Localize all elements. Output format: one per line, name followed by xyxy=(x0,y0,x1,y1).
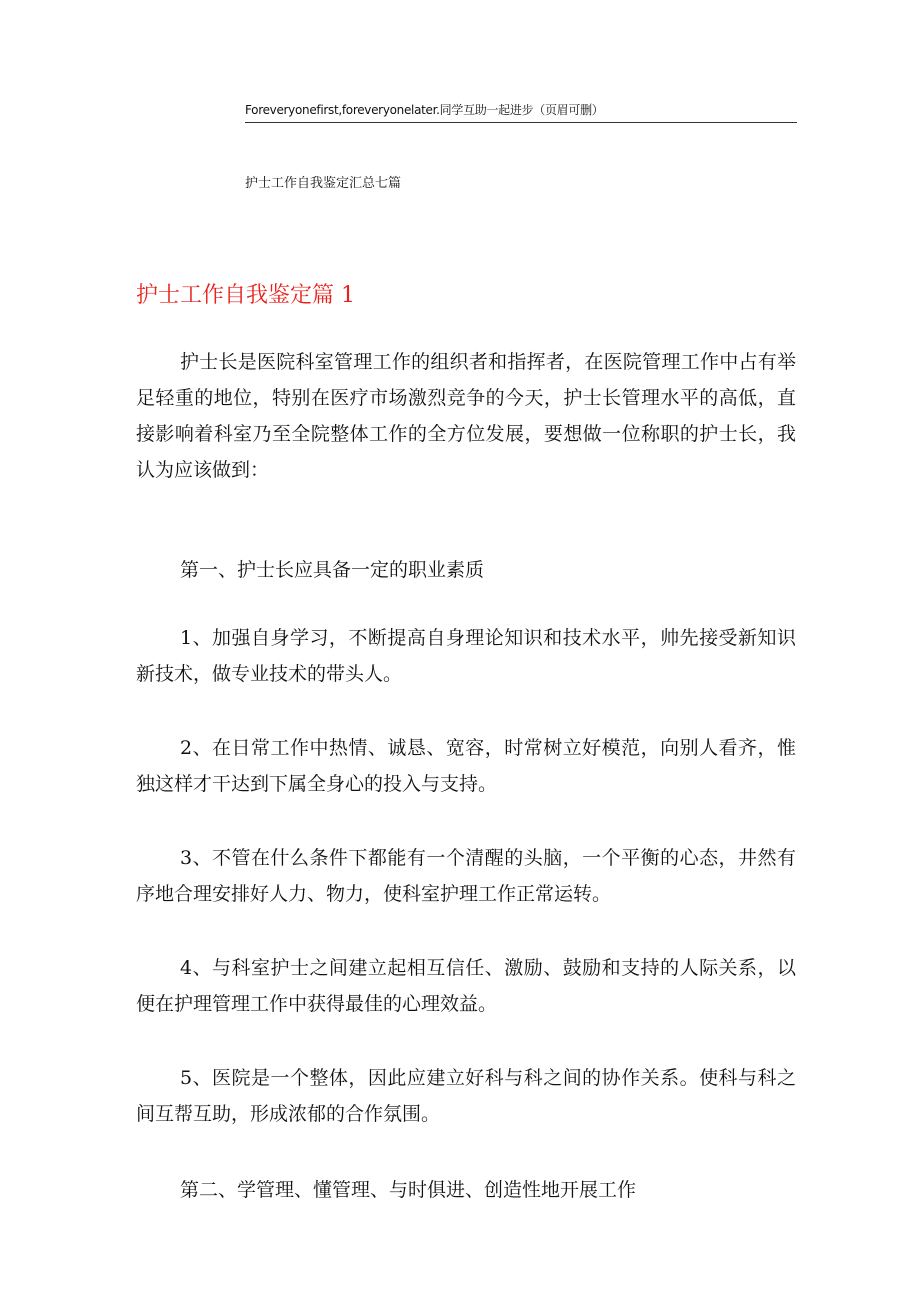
page-header xyxy=(245,102,797,123)
document-title: 护士工作自我鉴定汇总七篇 xyxy=(245,176,402,191)
section-heading: 护士工作自我鉴定篇 1 xyxy=(136,283,355,308)
paragraph-item-5: 5、医院是一个整体，因此应建立好科与科之间的协作关系。使科与科之间互帮互助，形成浓郁的合作氛围。 xyxy=(136,1067,796,1125)
paragraph-intro: 护士长是医院科室管理工作的组织者和指挥者，在医院管理工作中占有举足轻重的地位，特别在医疗市场激烈竞争的今天，护士长管理水平的高低，直接影响着科室乃至全院整体工作的全方位发展，要想做一位称职的护士长，我认为应该做到： xyxy=(136,351,796,481)
paragraph-item-1: 1、加强自身学习，不断提高自身理论知识和技术水平，帅先接受新知识新技术，做专业技术的带头人。 xyxy=(136,627,796,685)
paragraph-item-4: 4、与科室护士之间建立起相互信任、激励、鼓励和支持的人际关系，以便在护理管理工作中获得最佳的心理效益。 xyxy=(136,957,796,1015)
header-text: Foreveryonefirst,foreveryonelater.同学互助一起进步（页眉可删） xyxy=(245,103,604,117)
paragraph-point-one-heading: 第一、护士长应具备一定的职业素质 xyxy=(180,559,485,581)
paragraph-point-two-heading: 第二、学管理、懂管理、与时俱进、创造性地开展工作 xyxy=(180,1179,637,1201)
paragraph-item-2: 2、在日常工作中热情、诚恳、宽容，时常树立好模范，向别人看齐，惟独这样才干达到下属全身心的投入与支持。 xyxy=(136,737,796,795)
paragraph-item-3: 3、不管在什么条件下都能有一个清醒的头脑，一个平衡的心态，井然有序地合理安排好人力、物力，使科室护理工作正常运转。 xyxy=(136,847,796,905)
